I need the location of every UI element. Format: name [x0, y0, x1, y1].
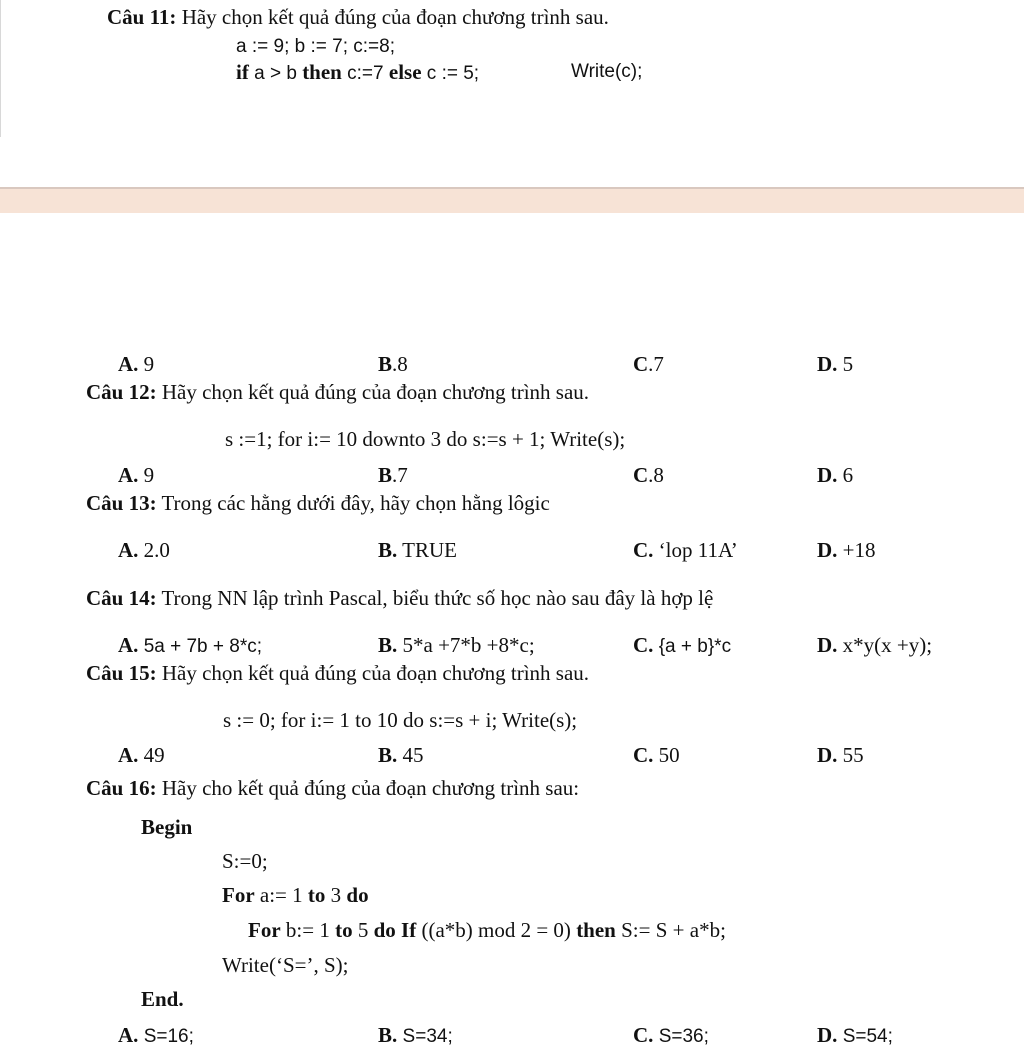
question-text: Hãy cho kết quả đúng của đoạn chương trình sau:: [156, 776, 580, 800]
code-end: End.: [141, 987, 184, 1011]
question-text: Trong NN lập trình Pascal, biểu thức số học nào sau đây là hợp lệ: [156, 586, 714, 610]
question-14: [86, 585, 713, 611]
option-d: D. x*y(x +y);: [817, 633, 933, 657]
question-16: [86, 775, 579, 801]
option-c: C.8: [633, 463, 664, 487]
left-border-line: [0, 0, 1, 137]
question-label: Câu 13:: [86, 491, 157, 515]
option-c: C. {a + b}*c: [633, 633, 732, 657]
option-a: A. 5a + 7b + 8*c;: [118, 633, 263, 657]
option-a: A. S=16;: [118, 1023, 194, 1047]
question-label: Câu 16:: [86, 776, 157, 800]
option-a: A. 9: [118, 463, 155, 487]
question-12: [86, 379, 589, 405]
option-b: B.7: [378, 463, 408, 487]
question-15: [86, 660, 589, 686]
option-c: C. 50: [633, 743, 680, 767]
question-label: Câu 15:: [86, 661, 157, 685]
question-11: [107, 4, 609, 30]
option-b: B. 45: [378, 743, 424, 767]
option-b: B. TRUE: [378, 538, 457, 562]
question-label: Câu 14:: [86, 586, 157, 610]
question-label: Câu 12:: [86, 380, 157, 404]
page-break-band: [0, 187, 1024, 213]
question-label: Câu 11:: [107, 5, 177, 29]
code-line: Write(‘S=’, S);: [222, 953, 349, 977]
option-c: C. S=36;: [633, 1023, 709, 1047]
code-line: s := 0; for i:= 1 to 10 do s:=s + i; Write(s);: [223, 708, 578, 732]
code-line: For a:= 1 to 3 do: [222, 883, 369, 907]
option-d: D. +18: [817, 538, 876, 562]
code-line: S:=0;: [222, 849, 268, 873]
question-text: Hãy chọn kết quả đúng của đoạn chương trình sau.: [156, 661, 590, 685]
option-b: B. 5*a +7*b +8*c;: [378, 633, 535, 657]
question-text: Hãy chọn kết quả đúng của đoạn chương trình sau.: [156, 380, 590, 404]
code-line: For b:= 1 to 5 do If ((a*b) mod 2 = 0) then S:= S + a*b;: [248, 918, 726, 942]
option-b: B.8: [378, 352, 408, 376]
option-d: D. 6: [817, 463, 854, 487]
option-d: D. S=54;: [817, 1023, 893, 1047]
option-d: D. 5: [817, 352, 854, 376]
option-c: C.7: [633, 352, 664, 376]
option-c: C. ‘lop 11A’: [633, 538, 738, 562]
code-line: if a > b then c:=7 else c := 5;: [236, 60, 480, 84]
question-13: [86, 490, 550, 516]
option-a: A. 2.0: [118, 538, 170, 562]
band-fill: [0, 189, 1024, 213]
code-begin: Begin: [141, 815, 193, 839]
code-line: a := 9; b := 7; c:=8;: [236, 36, 395, 57]
option-d: D. 55: [817, 743, 864, 767]
question-text: Trong các hằng dưới đây, hãy chọn hằng lôgic: [156, 491, 550, 515]
code-write: Write(c);: [571, 61, 643, 82]
question-text: Hãy chọn kết quả đúng của đoạn chương trình sau.: [176, 5, 609, 29]
code-line: s :=1; for i:= 10 downto 3 do s:=s + 1; Write(s);: [225, 427, 626, 451]
option-a: A. 9: [118, 352, 155, 376]
option-b: B. S=34;: [378, 1023, 453, 1047]
option-a: A. 49: [118, 743, 165, 767]
